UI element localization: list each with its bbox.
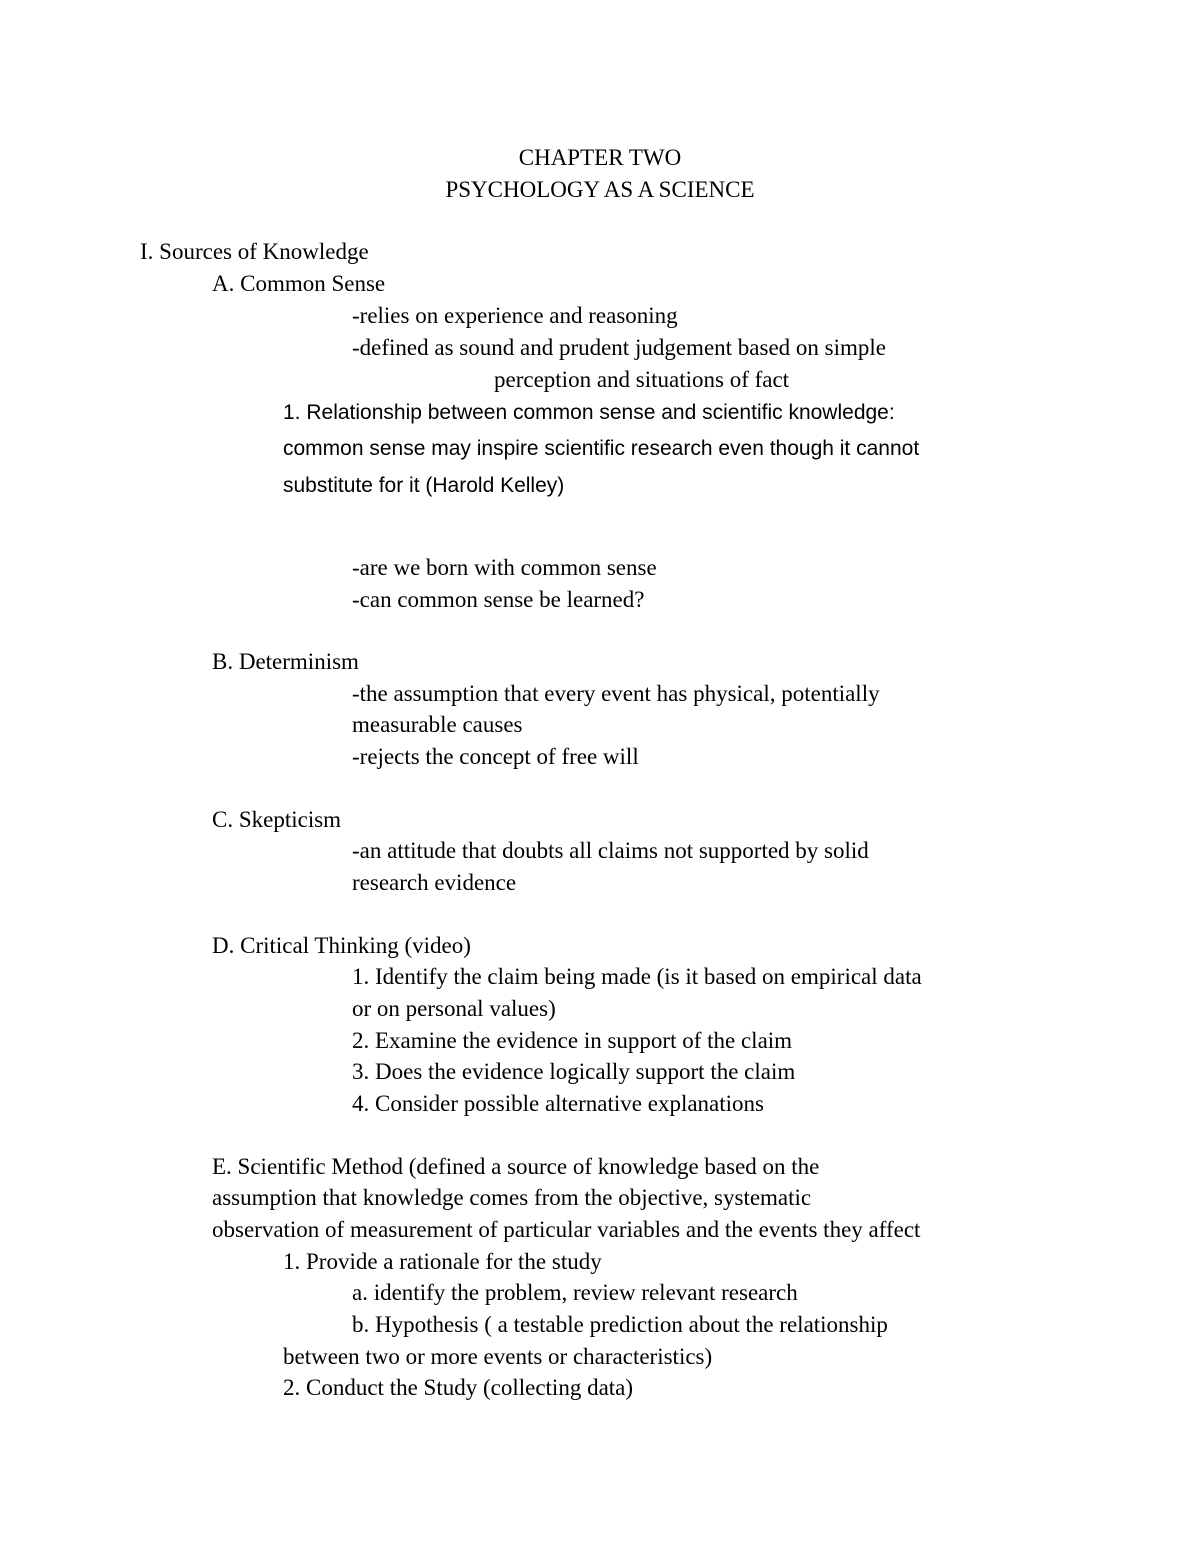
common-sense-bullet-2-cont: perception and situations of fact	[494, 367, 790, 392]
scientific-method-step-1b-cont: between two or more events or characteristics)	[283, 1344, 713, 1369]
subheading-skepticism: C. Skepticism	[212, 807, 342, 832]
common-sense-bullet-1: -relies on experience and reasoning	[352, 303, 678, 328]
relationship-line-3: substitute for it (Harold Kelley)	[283, 474, 565, 497]
critical-thinking-item-2: 2. Examine the evidence in support of the claim	[352, 1028, 793, 1053]
determinism-line-1: -the assumption that every event has physical, potentially	[352, 681, 880, 706]
scientific-method-step-1: 1. Provide a rationale for the study	[283, 1249, 602, 1274]
skepticism-line-1: -an attitude that doubts all claims not supported by solid	[352, 838, 869, 863]
subheading-common-sense: A. Common Sense	[212, 271, 386, 296]
critical-thinking-item-1: 1. Identify the claim being made (is it based on empirical data	[352, 964, 922, 989]
subheading-critical-thinking: D. Critical Thinking (video)	[212, 933, 471, 958]
chapter-title: PSYCHOLOGY AS A SCIENCE	[445, 177, 755, 202]
scientific-method-line-3: observation of measurement of particular variables and the events they affect	[212, 1217, 921, 1242]
common-sense-question-2: -can common sense be learned?	[352, 587, 645, 612]
scientific-method-line-2: assumption that knowledge comes from the objective, systematic	[212, 1185, 812, 1210]
skepticism-line-2: research evidence	[352, 870, 517, 895]
relationship-line-1: 1. Relationship between common sense and scientific knowledge:	[283, 401, 895, 424]
subheading-determinism: B. Determinism	[212, 649, 359, 674]
scientific-method-step-1b: b. Hypothesis ( a testable prediction about the relationship	[352, 1312, 888, 1337]
critical-thinking-item-1-cont: or on personal values)	[352, 996, 556, 1021]
chapter-number: CHAPTER TWO	[518, 145, 682, 170]
common-sense-question-1: -are we born with common sense	[352, 555, 657, 580]
scientific-method-step-1a: a. identify the problem, review relevant research	[352, 1280, 798, 1305]
common-sense-bullet-2: -defined as sound and prudent judgement based on simple	[352, 335, 886, 360]
determinism-line-3: -rejects the concept of free will	[352, 744, 639, 769]
scientific-method-line-1: E. Scientific Method (defined a source of knowledge based on the	[212, 1154, 820, 1179]
scientific-method-step-2: 2. Conduct the Study (collecting data)	[283, 1375, 634, 1400]
section-heading-sources: I. Sources of Knowledge	[140, 239, 369, 264]
determinism-line-2: measurable causes	[352, 712, 523, 737]
critical-thinking-item-4: 4. Consider possible alternative explanations	[352, 1091, 764, 1116]
relationship-line-2: common sense may inspire scientific research even though it cannot	[283, 437, 920, 460]
critical-thinking-item-3: 3. Does the evidence logically support the claim	[352, 1059, 796, 1084]
